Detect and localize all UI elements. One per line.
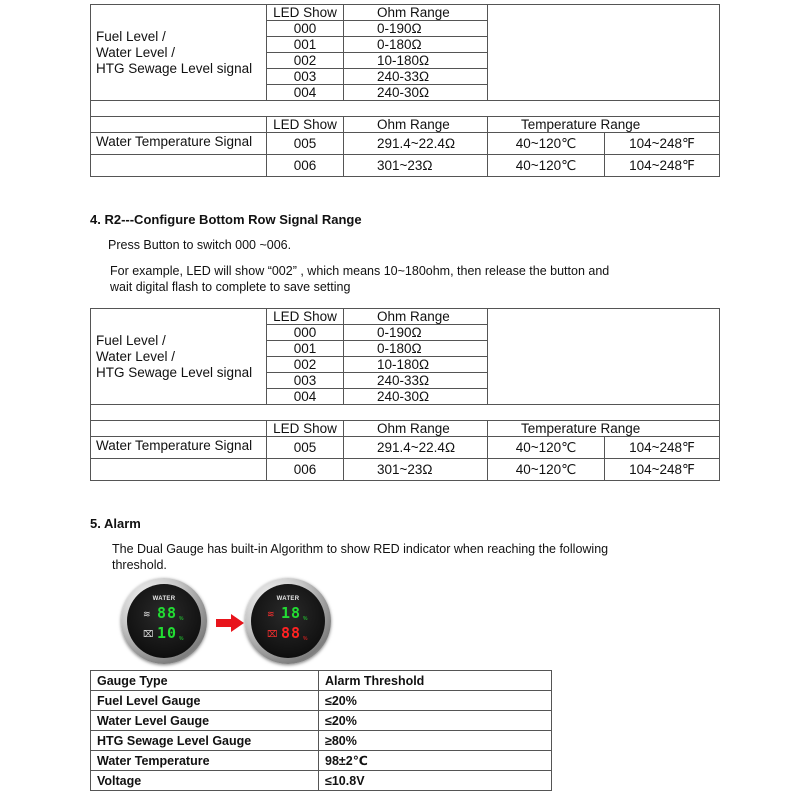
empty-cell [91,459,267,481]
ohm-range-header: Ohm Range [344,309,488,325]
temperature-range-header: Temperature Range [488,117,720,133]
ohm-value: 0-180Ω [344,37,488,53]
gauge-bottom-value: 88 [281,624,302,642]
ohm-value: 240-30Ω [344,389,488,405]
signal-range-table-bottom [90,308,720,481]
sewage-tank-icon: ⌧ [267,629,278,639]
percent-unit: % [303,616,308,622]
gauge-type-cell: Water Level Gauge [91,711,319,731]
led-code: 006 [267,155,344,177]
ohm-value: 240-33Ω [344,69,488,85]
empty-cell [488,309,720,405]
threshold-cell: 98±2℃ [319,751,552,771]
level-signal-label: Fuel Level / Water Level / HTG Sewage Level signal [91,5,267,101]
led-code: 002 [267,357,344,373]
led-code: 004 [267,389,344,405]
celsius-range: 40~120℃ [488,155,605,177]
fahrenheit-range: 104~248℉ [605,437,720,459]
ohm-value: 301~23Ω [344,459,488,481]
right-arrow-icon [216,614,244,632]
gauge-type-header: Gauge Type [91,671,319,691]
level-signal-label: Fuel Level / Water Level / HTG Sewage Level signal [91,309,267,405]
ohm-value: 301~23Ω [344,155,488,177]
led-show-header: LED Show [267,421,344,437]
led-show-header: LED Show [267,309,344,325]
section-5-line1: The Dual Gauge has built-in Algorithm to show RED indicator when reaching the following [112,542,609,556]
threshold-cell: ≥80% [319,731,552,751]
percent-unit: % [179,636,184,642]
percent-unit: % [303,636,308,642]
led-show-header: LED Show [267,5,344,21]
sewage-tank-icon: ⌧ [143,629,154,639]
fahrenheit-range: 104~248℉ [605,133,720,155]
temperature-signal-label: Water Temperature Signal [91,133,267,155]
gauge-top-value: 18 [281,604,302,622]
led-code: 000 [267,21,344,37]
gauge-bottom-value: 10 [157,624,178,642]
ohm-value: 240-33Ω [344,373,488,389]
gauge-normal-image [121,578,207,664]
led-code: 006 [267,459,344,481]
led-code: 001 [267,37,344,53]
empty-cell [488,5,720,101]
led-code: 001 [267,341,344,357]
empty-cell [91,117,267,133]
gauge-alarm-image [245,578,331,664]
alarm-threshold-header: Alarm Threshold [319,671,552,691]
ohm-value: 10-180Ω [344,53,488,69]
celsius-range: 40~120℃ [488,133,605,155]
ohm-value: 0-190Ω [344,325,488,341]
ohm-range-header: Ohm Range [344,421,488,437]
percent-unit: % [179,616,184,622]
led-code: 005 [267,133,344,155]
alarm-threshold-table [90,670,552,791]
ohm-value: 291.4~22.4Ω [344,437,488,459]
ohm-value: 240-30Ω [344,85,488,101]
section-5-heading: 5. Alarm [90,516,141,531]
led-code: 003 [267,69,344,85]
gauge-title: WATER [152,596,176,602]
fahrenheit-range: 104~248℉ [605,155,720,177]
spacer-row [91,405,720,421]
section-4-example-line1: For example, LED will show “002” , which means 10~180ohm, then release the button and [110,264,610,278]
celsius-range: 40~120℃ [488,437,605,459]
ohm-range-header: Ohm Range [344,117,488,133]
threshold-cell: ≤20% [319,711,552,731]
water-wave-icon: ≋ [143,609,151,619]
led-show-header: LED Show [267,117,344,133]
temperature-range-header: Temperature Range [488,421,720,437]
section-4-example-line2: wait digital flash to complete to save setting [110,280,351,294]
gauge-type-cell: Fuel Level Gauge [91,691,319,711]
celsius-range: 40~120℃ [488,459,605,481]
gauge-type-cell: Voltage [91,771,319,791]
led-code: 002 [267,53,344,69]
led-code: 000 [267,325,344,341]
signal-range-table-top [90,4,720,177]
led-code: 003 [267,373,344,389]
section-5-line2: threshold. [112,558,167,572]
threshold-cell: ≤20% [319,691,552,711]
ohm-value: 0-180Ω [344,341,488,357]
gauge-title: WATER [276,596,300,602]
led-code: 005 [267,437,344,459]
gauge-type-cell: Water Temperature [91,751,319,771]
empty-cell [91,155,267,177]
temperature-signal-label: Water Temperature Signal [91,437,267,459]
fahrenheit-range: 104~248℉ [605,459,720,481]
gauge-top-value: 88 [157,604,178,622]
ohm-value: 0-190Ω [344,21,488,37]
ohm-value: 291.4~22.4Ω [344,133,488,155]
empty-cell [91,421,267,437]
water-wave-icon: ≋ [267,609,275,619]
section-4-heading: 4. R2---Configure Bottom Row Signal Range [90,212,362,227]
spacer-row [91,101,720,117]
gauge-type-cell: HTG Sewage Level Gauge [91,731,319,751]
threshold-cell: ≤10.8V [319,771,552,791]
section-4-instruction: Press Button to switch 000 ~006. [108,238,292,252]
led-code: 004 [267,85,344,101]
ohm-value: 10-180Ω [344,357,488,373]
ohm-range-header: Ohm Range [344,5,488,21]
